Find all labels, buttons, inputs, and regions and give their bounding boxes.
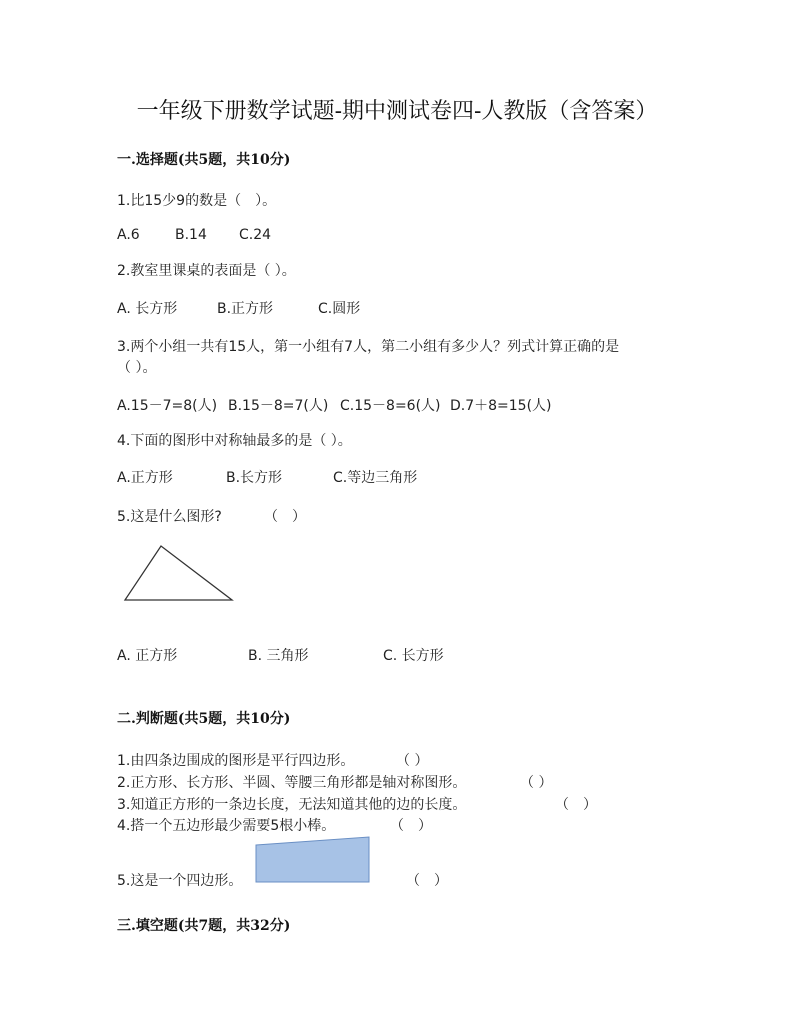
option-b: B.14 <box>175 227 207 243</box>
option-a: A. 正方形 <box>117 648 178 664</box>
option-b: B. 三角形 <box>248 648 309 664</box>
option-c: C.等边三角形 <box>333 470 418 486</box>
page-title: 一年级下册数学试题-期中测试卷四-人教版（含答案） <box>136 99 658 124</box>
section-heading-choice: 一.选择题(共5题，共10分) <box>117 152 291 168</box>
answer-blank: （ ） <box>406 873 448 889</box>
question-text: 3.知道正方形的一条边长度，无法知道其他的边的长度。 <box>117 797 467 813</box>
section-heading-fill-in: 三.填空题(共7题，共32分) <box>117 918 291 934</box>
option-b: B.正方形 <box>217 301 274 317</box>
option-a: A. 长方形 <box>117 301 178 317</box>
option-a: A.正方形 <box>117 470 173 486</box>
question-text: 4.下面的图形中对称轴最多的是（ ）。 <box>117 433 352 449</box>
question-text: 5.这是一个四边形。 <box>117 873 243 889</box>
option-b: B.长方形 <box>226 470 283 486</box>
question-text: 1.由四条边围成的图形是平行四边形。 <box>117 753 355 769</box>
option-c: C.圆形 <box>318 301 361 317</box>
option-d: D.7＋8=15(人) <box>450 398 552 414</box>
answer-blank: （ ） <box>264 509 306 525</box>
question-text: 1.比15少9的数是（ ）。 <box>117 193 277 209</box>
option-a: A.15－7=8(人) <box>117 398 218 414</box>
option-c: C. 长方形 <box>383 648 444 664</box>
option-c: C.15－8=6(人) <box>340 398 441 414</box>
option-a: A.6 <box>117 227 140 243</box>
answer-blank: （ ） <box>390 818 432 834</box>
question-text-line2: （ ）。 <box>117 360 157 376</box>
answer-blank: （ ） <box>396 753 429 769</box>
question-text: 2.正方形、长方形、半圆、等腰三角形都是轴对称图形。 <box>117 775 467 791</box>
question-text: 2.教室里课桌的表面是（ ）。 <box>117 263 296 279</box>
section-heading-judgement: 二.判断题(共5题，共10分) <box>117 711 291 727</box>
quadrilateral-shape <box>256 837 369 882</box>
option-b: B.15－8=7(人) <box>228 398 329 414</box>
question-text: 5.这是什么图形? <box>117 509 222 525</box>
question-text: 4.搭一个五边形最少需要5根小棒。 <box>117 818 336 834</box>
option-c: C.24 <box>239 227 272 243</box>
question-text: 3.两个小组一共有15人，第一小组有7人，第二小组有多少人？列式计算正确的是 <box>117 339 620 355</box>
answer-blank: （ ） <box>520 775 553 791</box>
answer-blank: （ ） <box>555 797 597 813</box>
